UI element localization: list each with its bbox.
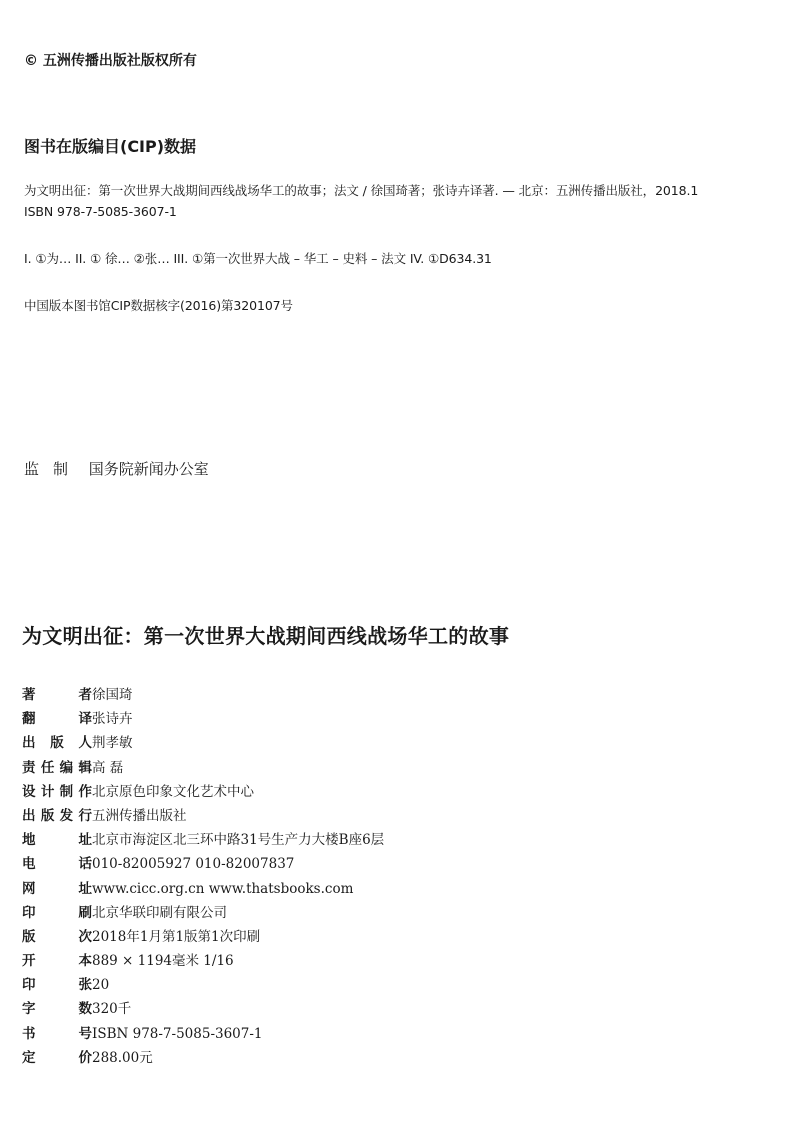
credit-label: 翻译 [22, 711, 92, 728]
credit-row [22, 707, 384, 731]
credits-list [22, 683, 384, 1070]
credit-row [22, 852, 384, 876]
credit-row [22, 756, 384, 780]
credit-row [22, 901, 384, 925]
credit-label: 出版人 [22, 735, 92, 752]
credit-value: 320千 [92, 1001, 132, 1018]
credit-value: 288.00元 [92, 1049, 153, 1066]
credit-value: 889 × 1194毫米 1/16 [92, 953, 234, 970]
credit-value: ISBN 978-7-5085-3607-1 [92, 1025, 263, 1042]
credit-value: 北京原色印象文化艺术中心 [92, 783, 254, 800]
credit-label: 书号 [22, 1025, 92, 1042]
cip-heading: 图书在版编目(CIP)数据 [24, 137, 197, 156]
credit-label: 著者 [22, 687, 92, 703]
credit-row [22, 683, 384, 707]
credit-row [22, 804, 384, 828]
credit-label: 开本 [22, 953, 92, 970]
supervisor-value: 国务院新闻办公室 [88, 460, 209, 478]
credit-label: 印张 [22, 977, 92, 994]
credit-row [22, 828, 384, 852]
credit-value: 荆孝敏 [92, 735, 133, 752]
credit-value: 高 磊 [92, 759, 124, 776]
cip-classification-line: I. ①为… II. ① 徐… ②张… III. ①第一次世界大战 – 华工 – 史料 – 法文 IV. ①D634.31 [24, 251, 492, 266]
supervisor-line [24, 458, 209, 479]
supervisor-label: 监制 [24, 460, 83, 478]
credit-value: 2018年1月第1版第1次印刷 [92, 928, 261, 945]
credit-label: 地址 [22, 832, 92, 849]
credit-value: 20 [92, 977, 110, 994]
credit-row [22, 973, 384, 997]
credit-label: 责任编辑 [22, 759, 92, 776]
credit-label: 字数 [22, 1001, 92, 1018]
cip-isbn-line: ISBN 978-7-5085-3607-1 [24, 204, 177, 219]
credit-label: 电话 [22, 856, 92, 873]
credit-value: 五洲传播出版社 [92, 807, 187, 824]
credit-label: 印刷 [22, 904, 92, 921]
credit-value: 北京市海淀区北三环中路31号生产力大楼B座6层 [92, 832, 385, 849]
credit-value: 徐国琦 [92, 687, 133, 703]
credit-row [22, 1046, 384, 1070]
cip-bibliographic-line: 为文明出征：第一次世界大战期间西线战场华工的故事；法文 / 徐国琦著；张诗卉译著. — 北京：五洲传播出版社，2018.1 [24, 183, 699, 198]
credit-row [22, 949, 384, 973]
credit-label: 网址 [22, 880, 92, 897]
credit-label: 定价 [22, 1049, 92, 1066]
credit-label: 版次 [22, 928, 92, 945]
credit-value: www.cicc.org.cn www.thatsbooks.com [92, 880, 354, 897]
credit-row [22, 997, 384, 1021]
copyright-notice: © 五洲传播出版社版权所有 [24, 53, 197, 69]
credit-label: 出版发行 [22, 807, 92, 824]
credit-row [22, 1022, 384, 1046]
credit-value: 张诗卉 [92, 711, 133, 728]
credit-row [22, 925, 384, 949]
credit-row [22, 877, 384, 901]
credit-row [22, 731, 384, 755]
credit-value: 010-82005927 010-82007837 [92, 856, 295, 873]
credit-row [22, 780, 384, 804]
credit-value: 北京华联印刷有限公司 [92, 904, 227, 921]
book-title: 为文明出征：第一次世界大战期间西线战场华工的故事 [22, 624, 510, 648]
credit-label: 设计制作 [22, 783, 92, 800]
cip-record-number: 中国版本图书馆CIP数据核字(2016)第320107号 [24, 298, 293, 313]
